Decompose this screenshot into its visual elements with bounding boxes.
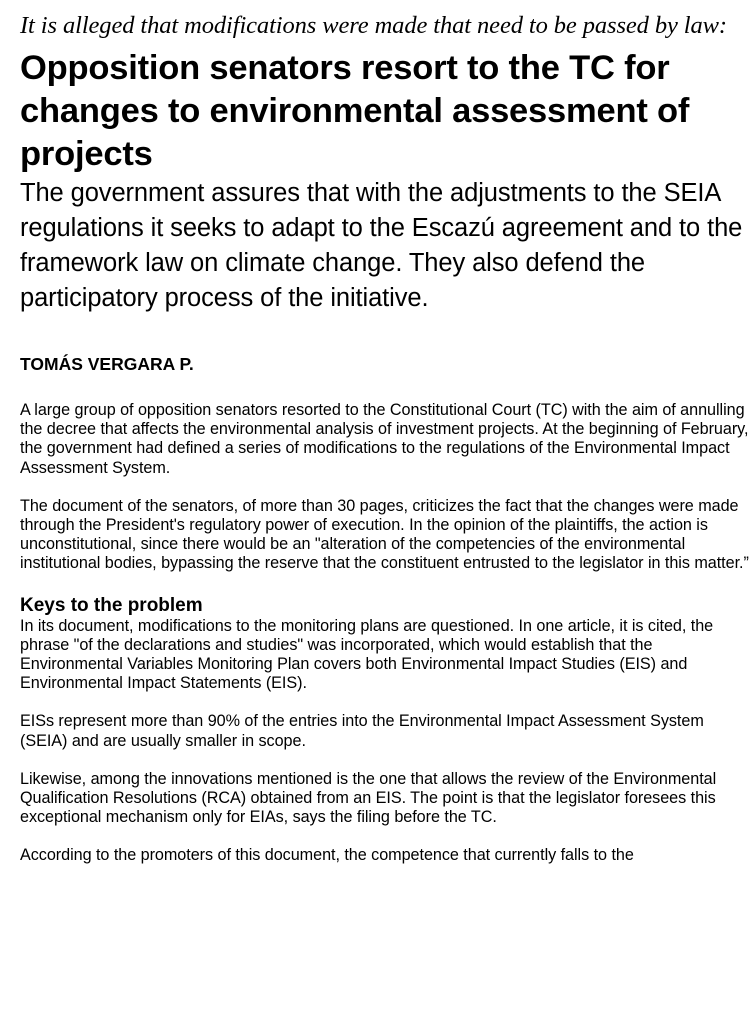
article-byline: TOMÁS VERGARA P. xyxy=(20,354,194,374)
article-subheadline: The government assures that with the adjustments to the SEIA regulations it seeks to adapt to the Escazú agreement and to the framework law on climate change. They also defend the participatory process of the initiative. xyxy=(20,179,743,312)
section-paragraph: EISs represent more than 90% of the entries into the Environmental Impact Assessment System (SEIA) and are usually smaller in scope. xyxy=(20,712,704,750)
article-kicker: It is alleged that modifications were made that need to be passed by law: xyxy=(20,12,727,39)
article-headline: Opposition senators resort to the TC for changes to environmental assessment of projects xyxy=(20,49,690,173)
article xyxy=(20,0,750,866)
body-paragraph: The document of the senators, of more than 30 pages, criticizes the fact that the changes were made through the President's regulatory power of execution. In the opinion of the plaintiffs, the action is unconstitutional, since there would be an "alteration of the competencies of the environmental institutional bodies, bypassing the reserve that the constituent entrusted to the legislator in this matter.” xyxy=(20,496,749,573)
section-paragraph: According to the promoters of this document, the competence that currently falls to the xyxy=(20,846,634,865)
body-paragraph: A large group of opposition senators resorted to the Constitutional Court (TC) with the aim of annulling the decree that affects the environmental analysis of investment projects. At the beginning of February, the government had defined a series of modifications to the regulations of the Environmental Impact Assessment System. xyxy=(20,401,749,477)
section-heading: Keys to the problem xyxy=(20,594,203,616)
article-body xyxy=(20,401,750,866)
section-paragraph: In its document, modifications to the monitoring plans are questioned. In one article, it is cited, the phrase "of the declarations and studies" was incorporated, which would establish that the Environmental Variables Monitoring Plan covers both Environmental Impact Studies (EIS) and Environmental Impact Statements (EIS). xyxy=(20,616,714,693)
section-paragraph: Likewise, among the innovations mentioned is the one that allows the review of the Environmental Qualification Resolutions (RCA) obtained from an EIS. The point is that the legislator foresees this exceptional mechanism only for EIAs, says the filing before the TC. xyxy=(20,769,717,827)
